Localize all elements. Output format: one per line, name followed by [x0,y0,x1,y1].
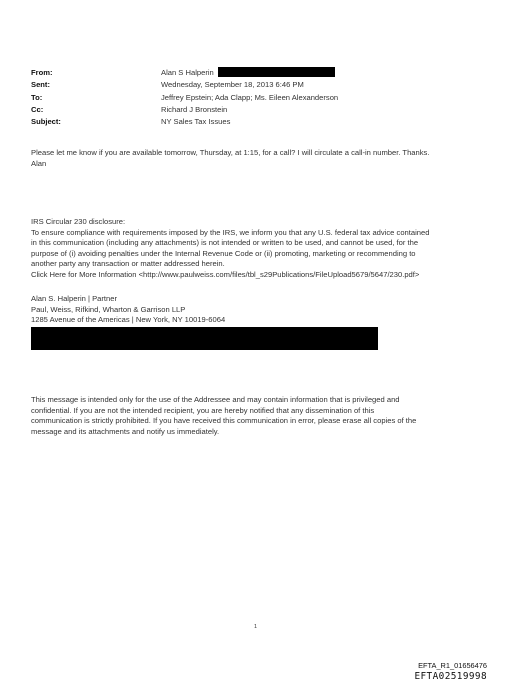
signature-block [31,294,483,326]
header-subject-row [31,116,338,128]
confidentiality-line: message and its attachments and notify us immediately. [31,426,220,436]
page-number: 1 [254,624,258,630]
disclosure-title: IRS Circular 230 disclosure: [31,217,126,226]
message-body [31,148,483,169]
redaction-bar-signature [31,327,378,350]
to-label: To: [31,92,43,102]
subject-value: NY Sales Tax Issues [161,117,231,127]
confidentiality-line: This message is intended only for the use of the Addressee and may contain information that is privileged and [31,395,400,404]
message-signoff: Alan [31,158,47,168]
header-cc-row [31,104,338,116]
header-from-row [31,67,338,79]
cc-label: Cc: [31,104,44,114]
cc-value: Richard J Bronstein [161,104,228,114]
from-label: From: [31,68,53,77]
irs-disclosure [31,217,483,281]
disclosure-line: To ensure compliance with requirements imposed by the IRS, we inform you that any U.S. federal tax advice contained [31,227,430,237]
sent-label: Sent: [31,80,50,90]
signature-name: Alan S. Halperin | Partner [31,294,117,303]
header-sent-row [31,79,338,91]
disclosure-line: purpose of (i) avoiding penalties under the Internal Revenue Code or (ii) promoting, marketing or recommending to [31,248,416,258]
bates-id-primary: EFTA_R1_01656476 [418,661,487,670]
subject-label: Subject: [31,117,61,127]
disclosure-line: in this communication (including any attachments) is not intended or written to be used, and cannot be used, for the [31,238,419,248]
header-to-row [31,92,338,104]
bates-id-secondary: EFTA02519998 [414,671,487,682]
sent-value: Wednesday, September 18, 2013 6:46 PM [161,80,304,90]
message-line: Please let me know if you are available tomorrow, Thursday, at 1:15, for a call? I will circulate a call-in number. Thanks. [31,148,430,157]
signature-address: 1285 Avenue of the Americas | New York, NY 10019-6064 [31,315,226,325]
disclosure-link-line: Click Here for More Information <http://www.paulweiss.com/files/tbl_s29Publications/FileUpload5679/5647/230.pdf> [31,269,420,279]
to-value: Jeffrey Epstein; Ada Clapp; Ms. Eileen Alexanderson [161,92,339,102]
from-value [161,67,335,79]
confidentiality-line: confidential. If you are not the intended recipient, you are hereby notified that any dissemination of this [31,405,375,415]
bates-footer [414,661,487,682]
signature-firm: Paul, Weiss, Rifkind, Wharton & Garrison LLP [31,304,186,314]
disclosure-line: another party any transaction or matter addressed herein. [31,259,225,269]
from-name: Alan S Halperin [161,68,214,77]
confidentiality-line: communication is strictly prohibited. If you have received this communication in error, please erase all copies of the [31,416,417,426]
redaction-bar-email [218,67,335,77]
email-header [31,67,338,128]
confidentiality-notice [31,395,483,437]
